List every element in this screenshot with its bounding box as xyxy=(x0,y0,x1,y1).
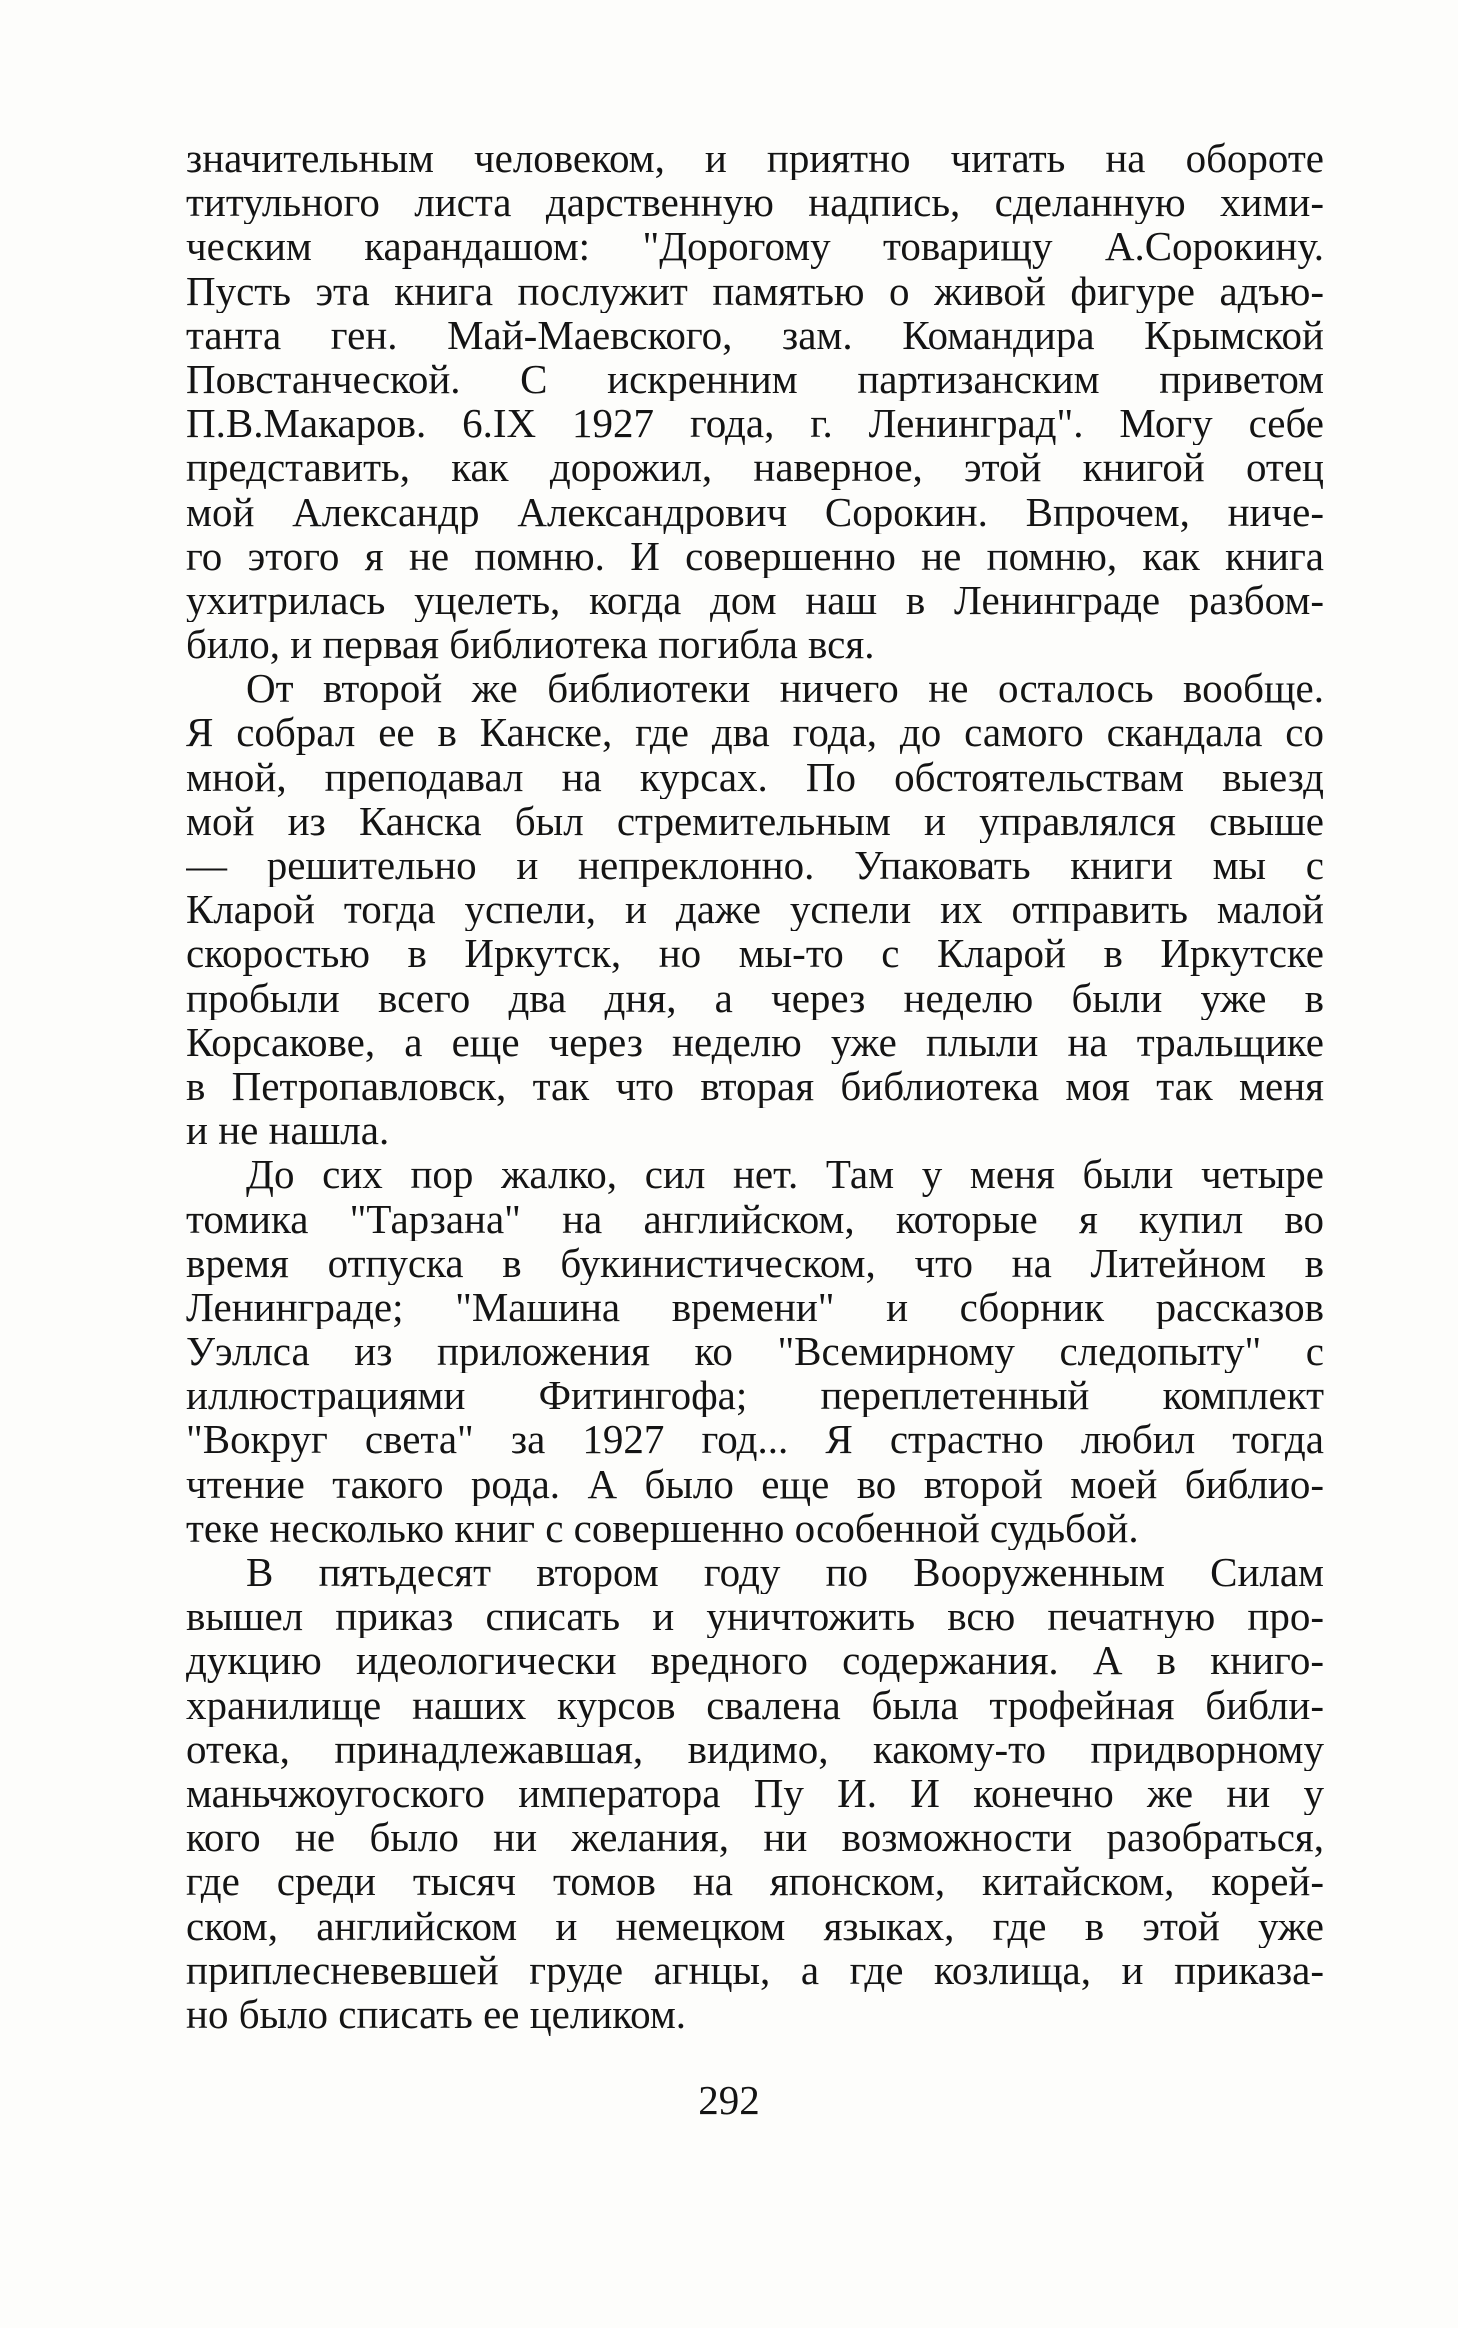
text-line: пробыли всего два дня, а через неделю были уже в xyxy=(186,975,1324,1020)
text-line: где среди тысяч томов на японском, китайском, корей- xyxy=(186,1859,1324,1904)
text-line: мой из Канска был стремительным и управлялся свыше xyxy=(186,798,1324,843)
text-line: маньчжоугоского императора Пу И. И конечно же ни у xyxy=(186,1770,1324,1816)
text-line: го этого я не помню. И совершенно не помню, как книга xyxy=(186,533,1324,578)
text-line: дукцию идеологически вредного содержания. А в книго- xyxy=(186,1638,1324,1683)
text-line: томика "Тарзана" на английском, которые я купил во xyxy=(186,1196,1324,1241)
text-line: Я собрал ее в Канске, где два года, до самого скандала со xyxy=(186,710,1324,755)
text-line: вышел приказ списать и уничтожить всю печатную про- xyxy=(186,1594,1324,1639)
text-line: чтение такого рода. А было еще во второй моей библио- xyxy=(186,1461,1324,1506)
text-line: ском, английском и немецком языках, где в этой уже xyxy=(186,1903,1324,1948)
text-line: Пусть эта книга послужит памятью о живой фигуре адъю- xyxy=(186,268,1324,313)
text-line: ухитрилась уцелеть, когда дом наш в Ленинграде разбом- xyxy=(186,577,1324,623)
text-line: Ленинграде; "Машина времени" и сборник рассказов xyxy=(186,1284,1324,1330)
paragraph-first-line: В пятьдесят втором году по Вооруженным Силам xyxy=(246,1550,1324,1595)
text-line: иллюстрациями Фитингофа; переплетенный комплект xyxy=(186,1373,1324,1418)
text-line: ческим карандашом: "Дорогому товарищу А.Сорокину. xyxy=(186,224,1324,269)
text-line: время отпуска в букинистическом, что на Литейном в xyxy=(186,1240,1324,1285)
text-line: но было списать ее целиком. xyxy=(186,1991,687,2037)
text-line: в Петропавловск, так что вторая библиотека моя так меня xyxy=(186,1063,1324,1109)
text-line: значительным человеком, и приятно читать на обороте xyxy=(186,136,1324,181)
text-line: кого не было ни желания, ни возможности разобраться, xyxy=(186,1815,1324,1860)
text-line: било, и первая библиотека погибла вся. xyxy=(186,622,875,667)
paragraph-first-line: До сих пор жалко, сил нет. Там у меня были четыре xyxy=(246,1152,1324,1197)
text-line: мой Александр Александрович Сорокин. Впрочем, ниче- xyxy=(186,489,1324,534)
text-line: Уэллса из приложения ко "Всемирному следопыту" с xyxy=(186,1329,1324,1374)
text-line: П.В.Макаров. 6.IX 1927 года, г. Ленинград". Могу себе xyxy=(186,401,1324,446)
text-line: "Вокруг света" за 1927 год... Я страстно любил тогда xyxy=(186,1417,1324,1462)
text-line: скоростью в Иркутск, но мы-то с Кларой в Иркутске xyxy=(186,931,1324,976)
text-line: отека, принадлежавшая, видимо, какому-то придворному xyxy=(186,1726,1324,1771)
page-number: 292 xyxy=(698,2077,760,2123)
text-line: хранилище наших курсов свалена была трофейная библи- xyxy=(186,1682,1324,1727)
text-line: теке несколько книг с совершенно особенной судьбой. xyxy=(186,1505,1139,1550)
text-line: титульного листа дарственную надпись, сделанную хими- xyxy=(186,180,1324,225)
text-line: Кларой тогда успели, и даже успели их отправить малой xyxy=(186,887,1324,932)
text-line: Повстанческой. С искренним партизанским приветом xyxy=(186,356,1324,402)
text-line: и не нашла. xyxy=(186,1108,390,1153)
text-line: танта ген. Май-Маевского, зам. Командира Крымской xyxy=(186,312,1324,357)
text-line: приплесневевшей груде агнцы, а где козлища, и приказа- xyxy=(186,1947,1324,1992)
text-line: представить, как дорожил, наверное, этой книгой отец xyxy=(186,445,1324,490)
text-line: Корсакове, а еще через неделю уже плыли на тральщике xyxy=(186,1019,1324,1064)
text-line: мной, преподавал на курсах. По обстоятельствам выезд xyxy=(186,754,1324,799)
text-line: — решительно и непреклонно. Упаковать книги мы с xyxy=(186,843,1324,888)
body-text xyxy=(186,136,1324,2036)
paragraph-first-line: От второй же библиотеки ничего не осталось вообще. xyxy=(246,666,1324,711)
